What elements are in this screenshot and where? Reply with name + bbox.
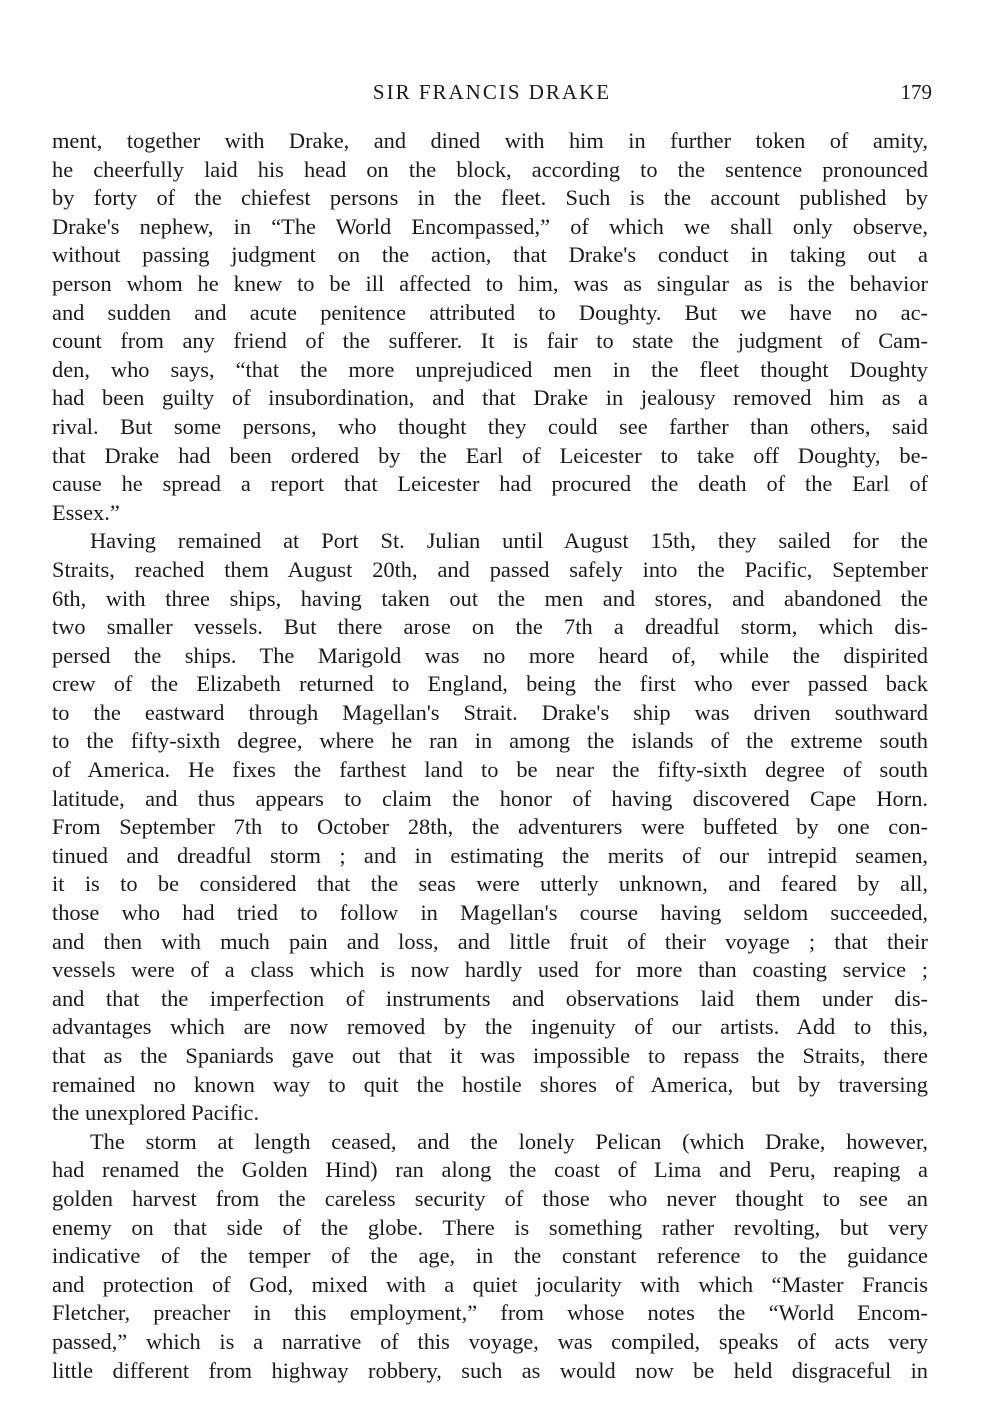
- text-line: persed the ships. The Marigold was no more heard of, while the dispirited: [52, 642, 928, 668]
- text-line: and then with much pain and loss, and little fruit of their voyage ; that their: [52, 928, 928, 954]
- text-line: had renamed the Golden Hind) ran along the coast of Lima and Peru, reaping a: [52, 1157, 928, 1183]
- text-line: it is to be considered that the seas were utterly unknown, and feared by all,: [52, 871, 928, 897]
- text-line: remained no known way to quit the hostile shores of America, but by traversing: [52, 1071, 928, 1097]
- body-text: [52, 127, 928, 1385]
- text-line: and that the imperfection of instruments and observations laid them under dis-: [52, 985, 928, 1011]
- text-line: those who had tried to follow in Magellan's course having seldom succeeded,: [52, 900, 928, 926]
- text-line: From September 7th to October 28th, the adventurers were buffeted by one con-: [52, 814, 928, 840]
- text-line: Straits, reached them August 20th, and passed safely into the Pacific, September: [52, 556, 928, 582]
- text-line: the unexplored Pacific.: [52, 1100, 260, 1126]
- text-line: 6th, with three ships, having taken out the men and stores, and abandoned the: [52, 585, 928, 611]
- text-line: golden harvest from the careless security of those who never thought to see an: [52, 1185, 928, 1211]
- text-line: by forty of the chiefest persons in the fleet. Such is the account published by: [52, 185, 928, 211]
- text-line: den, who says, “that the more unprejudiced men in the fleet thought Doughty: [52, 356, 928, 382]
- text-line: two smaller vessels. But there arose on the 7th a dreadful storm, which dis-: [52, 614, 928, 640]
- text-line: cause he spread a report that Leicester had procured the death of the Earl of: [52, 471, 928, 497]
- text-line: of America. He fixes the farthest land to be near the fifty-sixth degree of south: [52, 757, 928, 783]
- text-line: enemy on that side of the globe. There is something rather revolting, but very: [52, 1214, 928, 1240]
- text-line: crew of the Elizabeth returned to England, being the first who ever passed back: [52, 671, 928, 697]
- text-line: vessels were of a class which is now hardly used for more than coasting service ;: [52, 957, 928, 983]
- text-line: passed,” which is a narrative of this voyage, was compiled, speaks of acts very: [52, 1328, 928, 1354]
- text-line: without passing judgment on the action, that Drake's conduct in taking out a: [52, 242, 928, 268]
- text-line: tinued and dreadful storm ; and in estimating the merits of our intrepid seamen,: [52, 842, 928, 868]
- text-line: person whom he knew to be ill affected to him, was as singular as is the behavior: [52, 270, 928, 296]
- running-title: SIR FRANCIS DRAKE: [372, 80, 612, 104]
- text-line: count from any friend of the sufferer. It is fair to state the judgment of Cam-: [52, 328, 928, 354]
- text-line: Having remained at Port St. Julian until August 15th, they sailed for the: [90, 528, 928, 554]
- text-line: to the fifty-sixth degree, where he ran in among the islands of the extreme south: [52, 728, 928, 754]
- text-line: Drake's nephew, in “The World Encompassed,” of which we shall only observe,: [52, 213, 928, 239]
- text-line: had been guilty of insubordination, and that Drake in jealousy removed him as a: [52, 385, 928, 411]
- text-line: to the eastward through Magellan's Strait. Drake's ship was driven southward: [52, 699, 928, 725]
- running-head: [52, 80, 932, 110]
- page-number: 179: [900, 80, 932, 104]
- text-line: indicative of the temper of the age, in the constant reference to the guidance: [52, 1243, 928, 1269]
- text-line: Essex.”: [52, 499, 120, 525]
- text-line: ment, together with Drake, and dined with him in further token of amity,: [52, 128, 928, 153]
- text-line: advantages which are now removed by the ingenuity of our artists. Add to this,: [52, 1014, 928, 1040]
- text-line: rival. But some persons, who thought they could see farther than others, said: [52, 413, 928, 439]
- text-line: and sudden and acute penitence attributed to Doughty. But we have no ac-: [52, 299, 928, 325]
- text-line: The storm at length ceased, and the lonely Pelican (which Drake, however,: [90, 1128, 928, 1154]
- text-line: Fletcher, preacher in this employment,” from whose notes the “World Encom-: [52, 1300, 928, 1326]
- text-line: he cheerfully laid his head on the block, according to the sentence pronounced: [52, 156, 928, 182]
- text-line: that Drake had been ordered by the Earl of Leicester to take off Doughty, be-: [52, 442, 928, 468]
- text-line: that as the Spaniards gave out that it was impossible to repass the Straits, there: [52, 1043, 928, 1068]
- text-line: and protection of God, mixed with a quiet jocularity with which “Master Francis: [52, 1271, 928, 1297]
- text-line: latitude, and thus appears to claim the honor of having discovered Cape Horn.: [52, 785, 928, 811]
- text-line: little different from highway robbery, such as would now be held disgraceful in: [52, 1357, 928, 1383]
